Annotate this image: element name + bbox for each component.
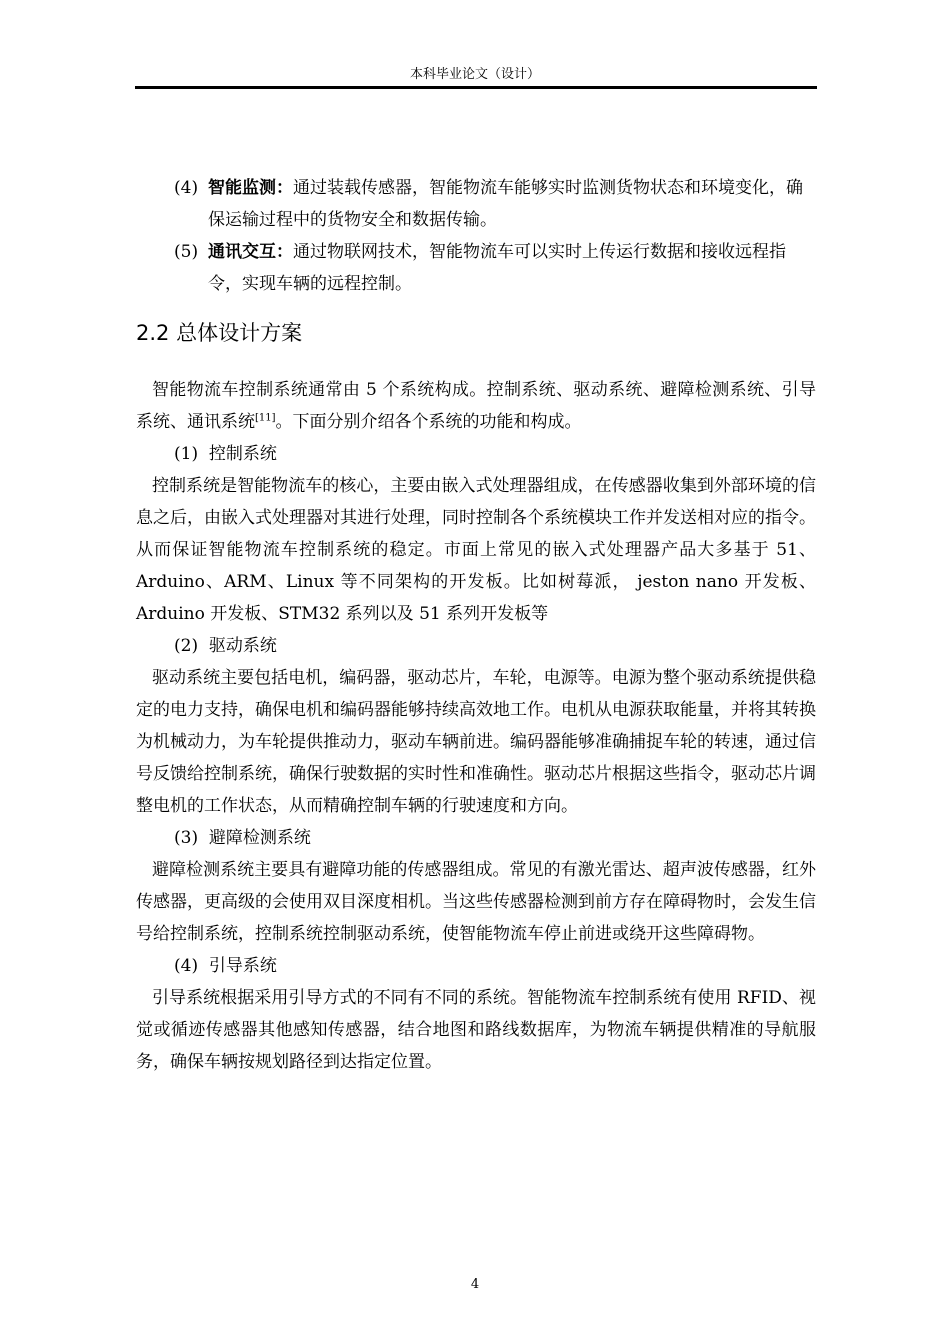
subsection-number: (1)	[174, 444, 199, 464]
subsection-label: 引导系统	[208, 956, 277, 976]
subsection-paragraph: 控制系统是智能物流车的核心，主要由嵌入式处理器组成，在传感器收集到外部环境的信息之后，由嵌入式处理器对其进行处理，同时控制各个系统模块工作并发送相对应的指令。从而保证智能物流车控制系统的稳定。市面上常见的嵌入式处理器产品大多基于 51、Arduino、ARM、Linux 等不同架构的开发板。比如树莓派， jeston nano 开发板、Arduino 开发板、STM32 系列以及 51 系列开发板等	[136, 476, 816, 624]
subsection-number: (4)	[174, 956, 199, 976]
subsection-heading	[136, 630, 816, 662]
list-item-number: (4)	[174, 178, 199, 198]
list-item	[136, 236, 816, 300]
intro-tail: 。下面分别介绍各个系统的功能和构成。	[275, 412, 582, 432]
subsection-paragraph: 避障检测系统主要具有避障功能的传感器组成。常见的有激光雷达、超声波传感器，红外传感器，更高级的会使用双目深度相机。当这些传感器检测到前方存在障碍物时，会发生信号给控制系统，控制系统控制驱动系统，使智能物流车停止前进或绕开这些障碍物。	[136, 860, 816, 944]
subsection-label: 避障检测系统	[208, 828, 311, 848]
citation: [11]	[255, 412, 276, 424]
subsection-number: (2)	[174, 636, 199, 656]
page-number: 4	[470, 1277, 480, 1292]
page-content	[136, 172, 816, 1078]
list-item-term: 智能监测：	[208, 178, 293, 198]
list-item-term: 通讯交互：	[208, 242, 293, 262]
subsection-label: 控制系统	[208, 444, 277, 464]
subsection-number: (3)	[174, 828, 199, 848]
section-title: 2.2 总体设计方案	[136, 321, 303, 345]
subsection-label: 驱动系统	[208, 636, 277, 656]
list-item	[136, 172, 816, 236]
subsection-heading	[136, 438, 816, 470]
subsection-paragraph: 驱动系统主要包括电机，编码器，驱动芯片，车轮，电源等。电源为整个驱动系统提供稳定的电力支持，确保电机和编码器能够持续高效地工作。电机从电源获取能量，并将其转换为机械动力，为车轮提供推动力，驱动车辆前进。编码器能够准确捕捉车轮的转速，通过信号反馈给控制系统，确保行驶数据的实时性和准确性。驱动芯片根据这些指令，驱动芯片调整电机的工作状态，从而精确控制车辆的行驶速度和方向。	[136, 668, 816, 816]
intro-text: 智能物流车控制系统通常由 5 个系统构成。控制系统、驱动系统、避障检测系统、引导系统、通讯系统	[136, 380, 816, 432]
subsection-heading	[136, 950, 816, 982]
list-item-text: 通过物联网技术，智能物流车可以实时上传运行数据和接收远程指令，实现车辆的远程控制。	[208, 242, 786, 294]
header-rule	[135, 86, 817, 89]
list-item-number: (5)	[174, 242, 199, 262]
subsection-paragraph: 引导系统根据采用引导方式的不同有不同的系统。智能物流车控制系统有使用 RFID、视觉或循迹传感器其他感知传感器，结合地图和路线数据库，为物流车辆提供精准的导航服务，确保车辆按规划路径到达指定位置。	[136, 988, 816, 1072]
list-item-text: 通过装载传感器，智能物流车能够实时监测货物状态和环境变化，确保运输过程中的货物安全和数据传输。	[208, 178, 803, 230]
page-header: 本科毕业论文（设计）	[409, 67, 540, 82]
subsection-heading	[136, 822, 816, 854]
intro-paragraph	[136, 374, 816, 438]
